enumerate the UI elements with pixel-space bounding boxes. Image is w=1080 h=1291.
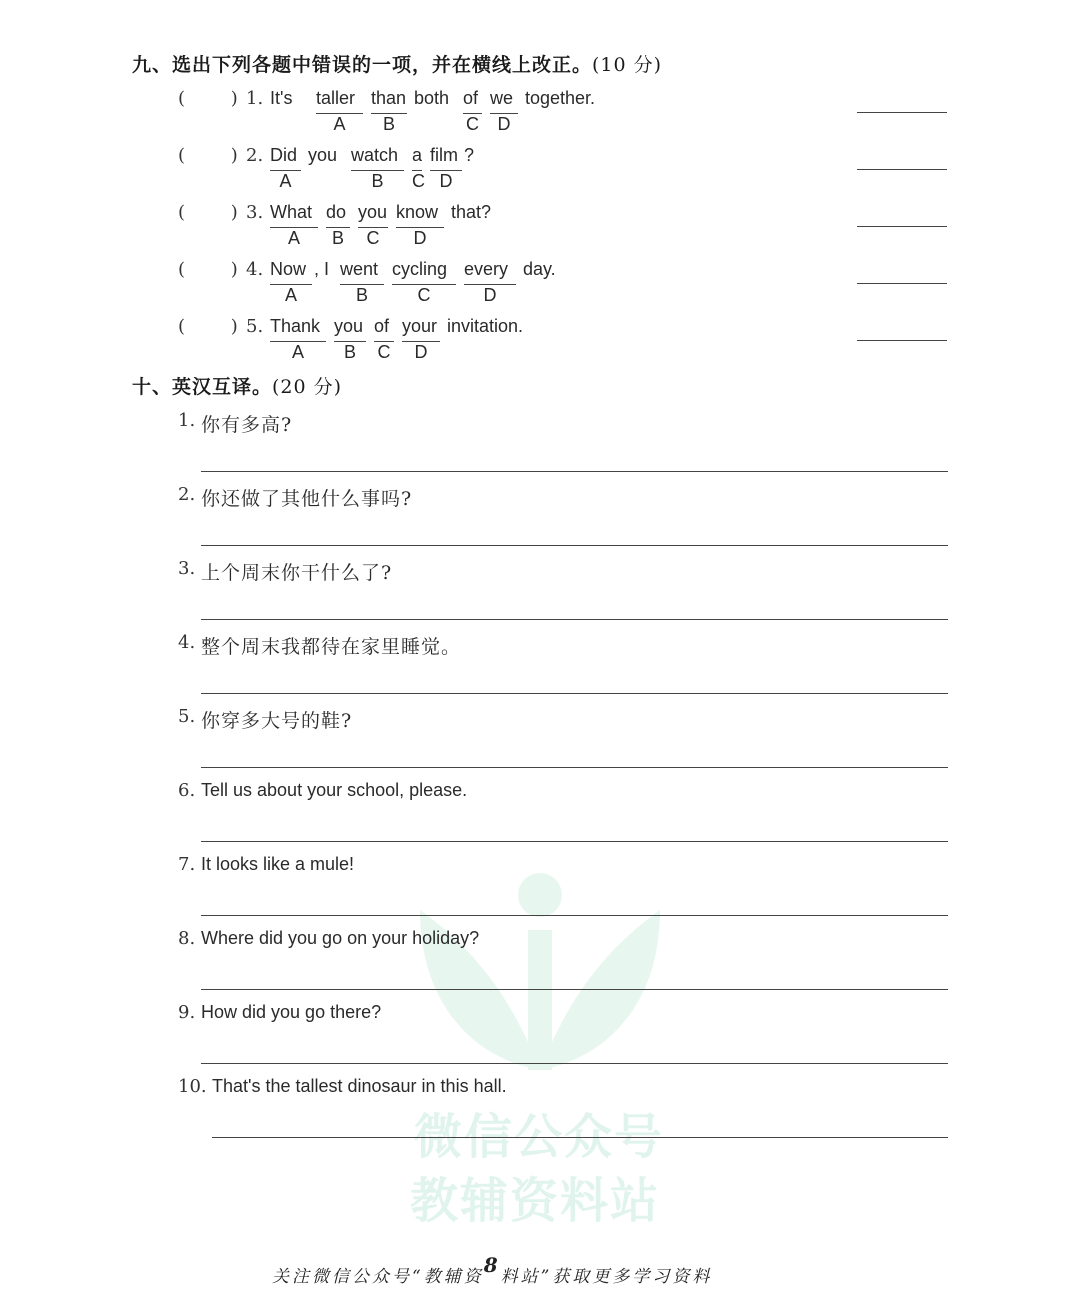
section-10-title [132, 372, 342, 399]
section-9-title [132, 50, 662, 77]
item-number: 5. [178, 706, 196, 727]
underlined-word: a [412, 145, 423, 165]
sentence-text: , I [314, 259, 335, 279]
item-number: 9. [178, 1002, 196, 1023]
translation-item [0, 928, 1080, 998]
translation-answer-line[interactable] [201, 767, 948, 768]
item-number: 3. [178, 558, 196, 579]
underlined-word: film [430, 145, 458, 165]
translation-item [0, 484, 1080, 554]
sentence-text: It's [270, 88, 298, 108]
question-row [0, 202, 1080, 252]
section-10-points: (20 分) [272, 376, 343, 398]
option-label: C [377, 342, 391, 362]
sentence-text [352, 202, 357, 223]
option-label: B [371, 171, 384, 191]
sentence-text: that? [446, 202, 492, 222]
underlined-word: Thank [270, 316, 321, 336]
translation-item [0, 780, 1080, 850]
underlined-word: than [371, 88, 407, 108]
option-label: A [333, 114, 346, 134]
answer-parentheses[interactable]: ( ) [178, 316, 238, 337]
translation-answer-line[interactable] [201, 619, 948, 620]
question-row [0, 145, 1080, 195]
underlined-word: we [490, 88, 514, 108]
underlined-word: What [270, 202, 313, 222]
section-10-title-text: 十、英汉互译。 [132, 376, 273, 398]
option-label: D [413, 228, 427, 248]
option-label: D [497, 114, 511, 134]
sentence-text [328, 316, 333, 337]
translation-answer-line[interactable] [201, 915, 948, 916]
sentence-text [320, 202, 325, 223]
item-prompt-text: 你还做了其他什么事吗? [201, 488, 413, 510]
sentence-text [368, 316, 373, 337]
footer-text-after: 料站”获取更多学习资料 [500, 1267, 713, 1287]
underlined-word: do [326, 202, 347, 222]
item-prompt-text: 整个周末我都待在家里睡觉。 [201, 636, 462, 658]
item-number: 2. [178, 484, 196, 505]
answer-parentheses[interactable]: ( ) [178, 202, 238, 223]
translation-item [0, 1002, 1080, 1072]
item-prompt-text: That's the tallest dinosaur in this hall. [212, 1076, 507, 1096]
translation-answer-line[interactable] [201, 471, 948, 472]
watermark-line-2: 教辅资料站 [410, 1173, 661, 1229]
option-label: A [279, 171, 292, 191]
item-prompt-text: It looks like a mule! [201, 854, 355, 874]
option-label: A [287, 228, 300, 248]
translation-answer-line[interactable] [201, 693, 948, 694]
sentence-text: ? [464, 145, 475, 165]
page-number: 8 [483, 1253, 501, 1277]
correction-answer-line[interactable] [857, 340, 947, 341]
question-number: 3. [246, 202, 264, 223]
correction-answer-line[interactable] [857, 112, 947, 113]
question-row [0, 88, 1080, 138]
underlined-word: you [334, 316, 364, 336]
item-prompt-text: 你穿多大号的鞋? [201, 710, 353, 732]
option-label: B [331, 228, 344, 248]
sentence-text [406, 145, 411, 166]
question-row [0, 259, 1080, 309]
underlined-word: of [463, 88, 479, 108]
option-label: D [414, 342, 428, 362]
sentence-text: you [303, 145, 343, 165]
sentence-text: both [409, 88, 455, 108]
underlined-word: went [340, 259, 379, 279]
translation-answer-line[interactable] [201, 1063, 948, 1064]
translation-item [0, 632, 1080, 702]
question-number: 5. [246, 316, 264, 337]
option-label: C [466, 114, 479, 134]
sentence-text [424, 145, 429, 166]
section-9-points: (10 分) [592, 54, 663, 76]
correction-answer-line[interactable] [857, 283, 947, 284]
sentence-text [396, 316, 401, 337]
watermark-line-1: 微信公众号 [414, 1109, 665, 1165]
footer [272, 1253, 713, 1287]
answer-parentheses[interactable]: ( ) [178, 259, 238, 280]
sentence-text [390, 202, 395, 223]
translation-answer-line[interactable] [212, 1137, 948, 1138]
section-9-title-text: 九、选出下列各题中错误的一项，并在横线上改正。 [132, 54, 593, 76]
correction-answer-line[interactable] [857, 169, 947, 170]
underlined-word: you [358, 202, 388, 222]
item-number: 6. [178, 780, 196, 801]
translation-item [0, 410, 1080, 480]
answer-parentheses[interactable]: ( ) [178, 145, 238, 166]
question-number: 4. [246, 259, 264, 280]
item-prompt-text: Where did you go on your holiday? [201, 928, 480, 948]
sentence-text [458, 259, 463, 280]
option-label: B [355, 285, 368, 305]
translation-item [0, 706, 1080, 776]
option-label: B [343, 342, 356, 362]
underlined-word: of [374, 316, 390, 336]
option-label: C [366, 228, 380, 248]
item-number: 10. [178, 1076, 207, 1097]
item-number: 1. [178, 410, 196, 431]
translation-answer-line[interactable] [201, 545, 948, 546]
underlined-word: your [402, 316, 438, 336]
option-label: D [439, 171, 453, 191]
item-prompt-text: Tell us about your school, please. [201, 780, 468, 800]
question-number: 2. [246, 145, 264, 166]
sentence-text: invitation. [442, 316, 524, 336]
option-label: A [284, 285, 297, 305]
option-label: A [291, 342, 304, 362]
option-label: B [382, 114, 395, 134]
item-number: 4. [178, 632, 196, 653]
underlined-word: Did [270, 145, 298, 165]
item-prompt-text: 你有多高? [201, 414, 293, 436]
underlined-word: taller [316, 88, 356, 108]
item-prompt-text: How did you go there? [201, 1002, 382, 1022]
answer-parentheses[interactable]: ( ) [178, 88, 238, 109]
footer-text-before: 关注微信公众号“教辅资 [272, 1267, 484, 1287]
sentence-text [484, 88, 489, 109]
correction-answer-line[interactable] [857, 226, 947, 227]
underlined-word: cycling [392, 259, 448, 279]
sentence-text: together. [520, 88, 596, 108]
option-label: C [417, 285, 431, 305]
question-number: 1. [246, 88, 264, 109]
item-prompt-text: 上个周末你干什么了? [201, 562, 393, 584]
item-number: 8. [178, 928, 196, 949]
underlined-word: Now [270, 259, 307, 279]
translation-item [0, 1076, 1080, 1146]
question-row [0, 316, 1080, 366]
option-label: D [483, 285, 497, 305]
item-number: 7. [178, 854, 196, 875]
sentence-text: day. [518, 259, 556, 279]
translation-answer-line[interactable] [201, 841, 948, 842]
underlined-word: know [396, 202, 439, 222]
translation-item [0, 854, 1080, 924]
translation-answer-line[interactable] [201, 989, 948, 990]
translation-item [0, 558, 1080, 628]
sentence-text [386, 259, 391, 280]
underlined-word: every [464, 259, 509, 279]
underlined-word: watch [351, 145, 399, 165]
sentence-text [365, 88, 370, 109]
option-label: C [412, 171, 425, 191]
